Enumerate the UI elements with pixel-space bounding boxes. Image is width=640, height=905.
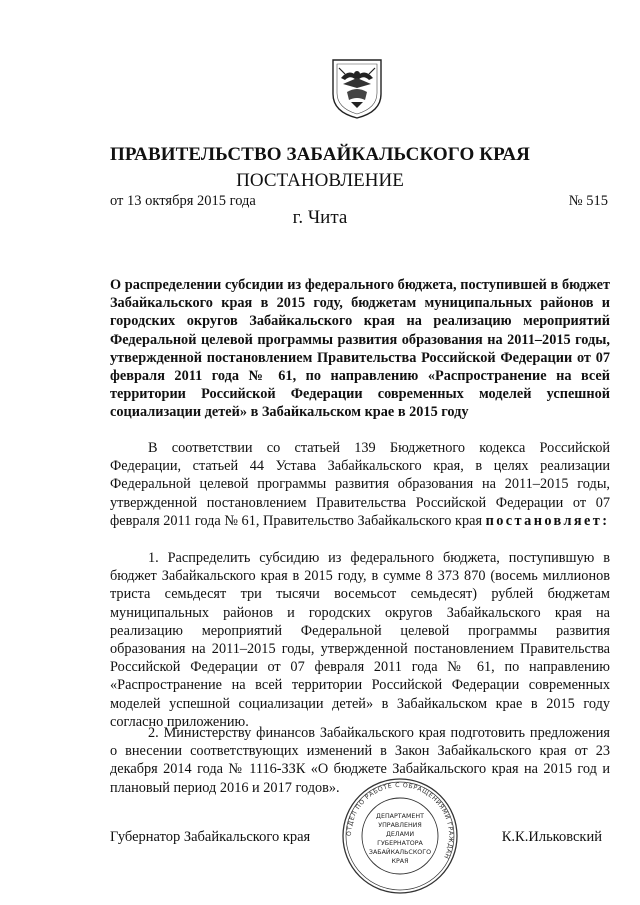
- item-1-paragraph: 1. Распределить субсидию из федерального бюджета, поступившую в бюджет Забайкальского края в 2015 году, в сумме 8 373 870 (восемь миллионов триста семьдесят три тысячи восемьсот семьдесят) рублей бюджетам муниципальных районов и городских округов Забайкальского края на реализацию мероприятий Федеральной целевой программы развития образования на 2011–2015 годы, утвержденной постановлением Правительства Российской Федерации от 07 февраля 2011 года № 61, по направлению «Распространение на всей территории Российской Федерации современных моделей успешной социализации детей» в Забайкальском крае в 2015 году согласно приложению.: [110, 550, 610, 730]
- seal-line: ЗАБАЙКАЛЬСКОГО: [368, 849, 432, 856]
- seal-line: УПРАВЛЕНИЯ: [378, 822, 422, 829]
- signatory-name: К.К.Ильковский: [501, 829, 602, 845]
- document-title: О распределении субсидии из федерального бюджета, поступившей в бюджет Забайкальского края в 2015 году, бюджетам муниципальных районов и городских округов Забайкальского края на реализацию мероприятий Федеральной целевой программы развития образования на 2011–2015 годы, утвержденной постановлением Правительства Российской Федерации от 07 февраля 2011 года № 61, по направлению «Распространение на всей территории Российской Федерации современных моделей успешной социализации детей» в Забайкальском крае в 2015 году: [110, 277, 610, 421]
- document-number: № 515: [568, 193, 608, 209]
- seal-line: ДЕЛАМИ: [385, 831, 415, 838]
- preamble-paragraph: [110, 439, 610, 530]
- official-seal: [340, 776, 460, 896]
- preamble-text: В соответствии со статьей 139 Бюджетного кодекса Российской Федерации, статьей 44 Устава Забайкальского края, в целях реализации Федеральной целевой программы развития образования на 2011–2015 годы, утвержденной постановлением Правительства Российской Федерации от 07 февраля 2011 года № 61, Правительство Забайкальского края: [110, 440, 610, 529]
- seal-line: ГУБЕРНАТОРА: [377, 840, 423, 847]
- document-date: от 13 октября 2015 года: [110, 193, 256, 209]
- government-name: ПРАВИТЕЛЬСТВО ЗАБАЙКАЛЬСКОГО КРАЯ: [109, 144, 530, 165]
- resolves-word: постановляет:: [485, 512, 610, 529]
- seal-line: ДЕПАРТАМЕНТ: [376, 813, 424, 820]
- seal-ring-text: ОТДЕЛ ПО РАБОТЕ С ОБРАЩЕНИЯМИ ГРАЖДАН: [345, 781, 455, 860]
- document-city: г. Чита: [292, 207, 348, 228]
- seal-line: КРАЯ: [391, 858, 409, 865]
- document-type: ПОСТАНОВЛЕНИЕ: [236, 170, 404, 191]
- signatory-position: Губернатор Забайкальского края: [110, 829, 311, 845]
- coat-of-arms-emblem: [329, 56, 385, 120]
- item-2-paragraph: 2. Министерству финансов Забайкальского края подготовить предложения о внесении соответствующих изменений в Закон Забайкальского края от 23 декабря 2014 года № 1116-ЗЗК «О бюджете Забайкальского края на 2015 год и плановый период 2016 и 2017 годов».: [110, 725, 610, 796]
